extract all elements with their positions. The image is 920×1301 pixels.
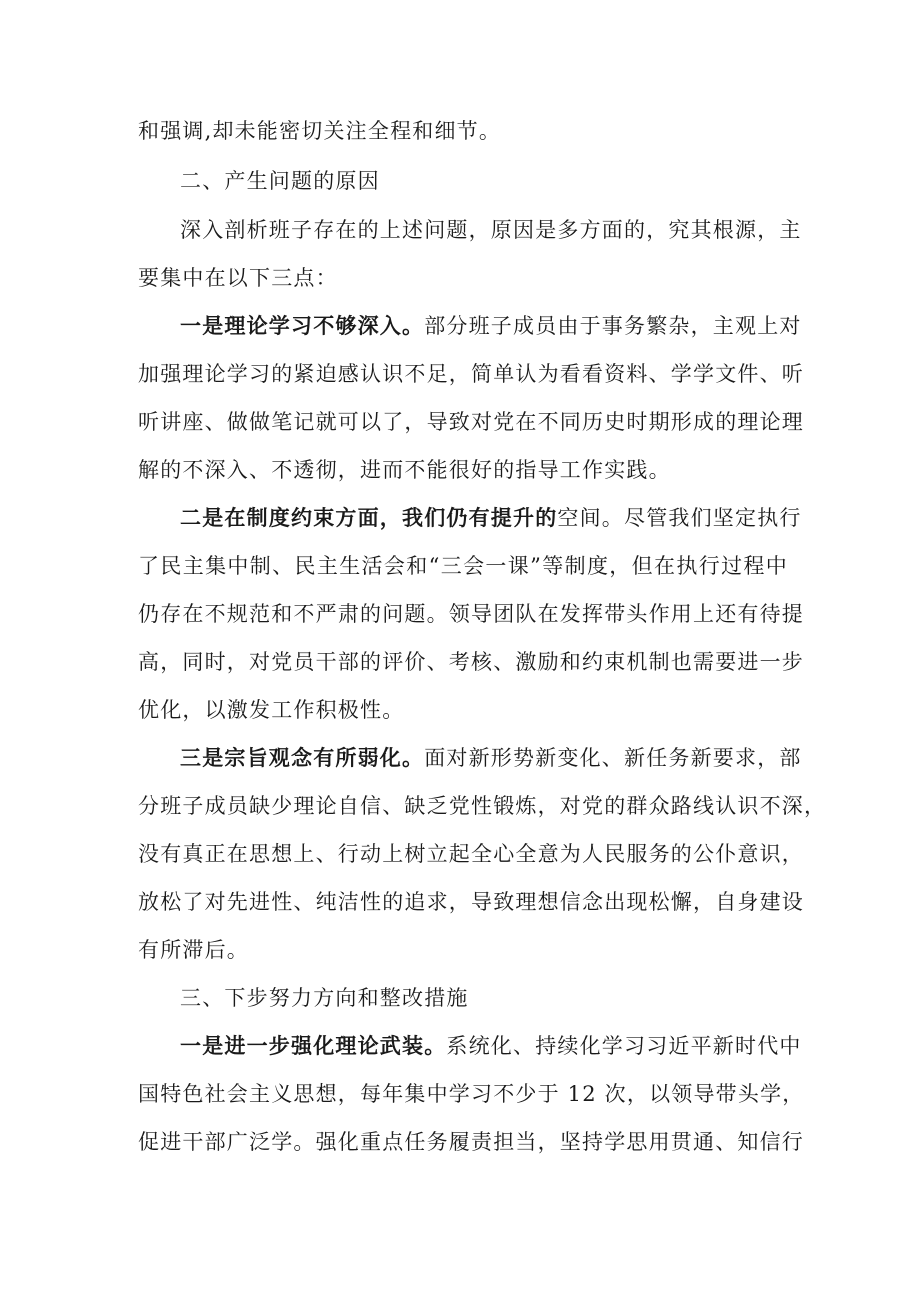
text: 和强调,却未能密切关注全程和细节。	[138, 119, 502, 143]
paragraph-cause-2-line	[138, 695, 788, 725]
paragraph-cause-2-line	[138, 647, 804, 677]
text: 部分班子成员由于事务繁杂，主观上对	[424, 314, 802, 338]
paragraph-cause-1-line	[180, 311, 802, 341]
paragraph-cause-3-line	[138, 935, 788, 965]
text: 优化，以激发工作积极性。	[138, 698, 405, 722]
paragraph-cause-3-line	[138, 887, 804, 917]
paragraph-continuation-line	[138, 116, 788, 146]
paragraph-measure-1-line	[180, 1031, 802, 1061]
lead-in-bold: 一是进一步强化理论武装。	[180, 1033, 447, 1058]
text: 高，同时，对党员干部的评价、考核、激励和约束机制也需要进一步	[138, 650, 804, 674]
paragraph-cause-3-line	[138, 839, 804, 869]
lead-in-bold: 三是宗旨观念有所弱化。	[180, 745, 425, 770]
text: 放松了对先进性、纯洁性的追求，导致理想信念出现松懈，自身建设	[138, 890, 804, 914]
text: 分班子成员缺少理论自信、缺乏党性锻炼，对党的群众路线认识不深，	[138, 794, 827, 818]
paragraph-cause-3-line	[138, 791, 827, 821]
text: 促进干部广泛学。强化重点任务履责担当，坚持学思用贯通、知信行	[138, 1130, 804, 1154]
text: 有所滞后。	[138, 938, 249, 962]
text: 没有真正在思想上、行动上树立起全心全意为人民服务的公仆意识，	[138, 842, 804, 866]
lead-in-bold: 一是理论学习不够深入。	[180, 313, 425, 338]
paragraph-cause-1-line	[138, 407, 804, 437]
paragraph-cause-2-line	[138, 551, 788, 581]
text: 空间。尽管我们坚定执行	[557, 506, 802, 530]
paragraph-cause-2-line	[180, 503, 802, 533]
paragraph-causes-intro-line	[138, 263, 788, 293]
paragraph-causes-intro-line	[180, 215, 802, 245]
text: 深入剖析班子存在的上述问题，原因是多方面的，究其根源，主	[180, 218, 802, 242]
section-heading-measures	[180, 983, 790, 1013]
text: 国特色社会主义思想，每年集中学习不少于 12 次，以领导带头学，	[138, 1082, 805, 1106]
paragraph-measure-1-line	[138, 1079, 805, 1109]
text: 听讲座、做做笔记就可以了，导致对党在不同历史时期形成的理论理	[138, 410, 804, 434]
section-heading-causes	[180, 166, 790, 196]
heading-text: 三、下步努力方向和整改措施	[180, 986, 469, 1010]
text: 加强理论学习的紧迫感认识不足，简单认为看看资料、学学文件、听	[138, 362, 804, 386]
text: 面对新形势新变化、新任务新要求，部	[424, 746, 802, 770]
heading-text: 二、产生问题的原因	[180, 169, 380, 193]
paragraph-cause-2-line	[138, 599, 804, 629]
paragraph-measure-1-line	[138, 1127, 804, 1157]
text: 要集中在以下三点：	[138, 266, 338, 290]
text: 解的不深入、不透彻，进而不能很好的指导工作实践。	[138, 458, 671, 482]
text: 仍存在不规范和不严肃的问题。领导团队在发挥带头作用上还有待提	[138, 602, 804, 626]
paragraph-cause-3-line	[180, 743, 802, 773]
lead-in-bold: 二是在制度约束方面，我们仍有提升的	[180, 505, 558, 530]
paragraph-cause-1-line	[138, 359, 804, 389]
text: 了民主集中制、民主生活会和“三会一课”等制度，但在执行过程中	[138, 554, 788, 578]
text: 系统化、持续化学习习近平新时代中	[446, 1034, 802, 1058]
paragraph-cause-1-line	[138, 455, 788, 485]
